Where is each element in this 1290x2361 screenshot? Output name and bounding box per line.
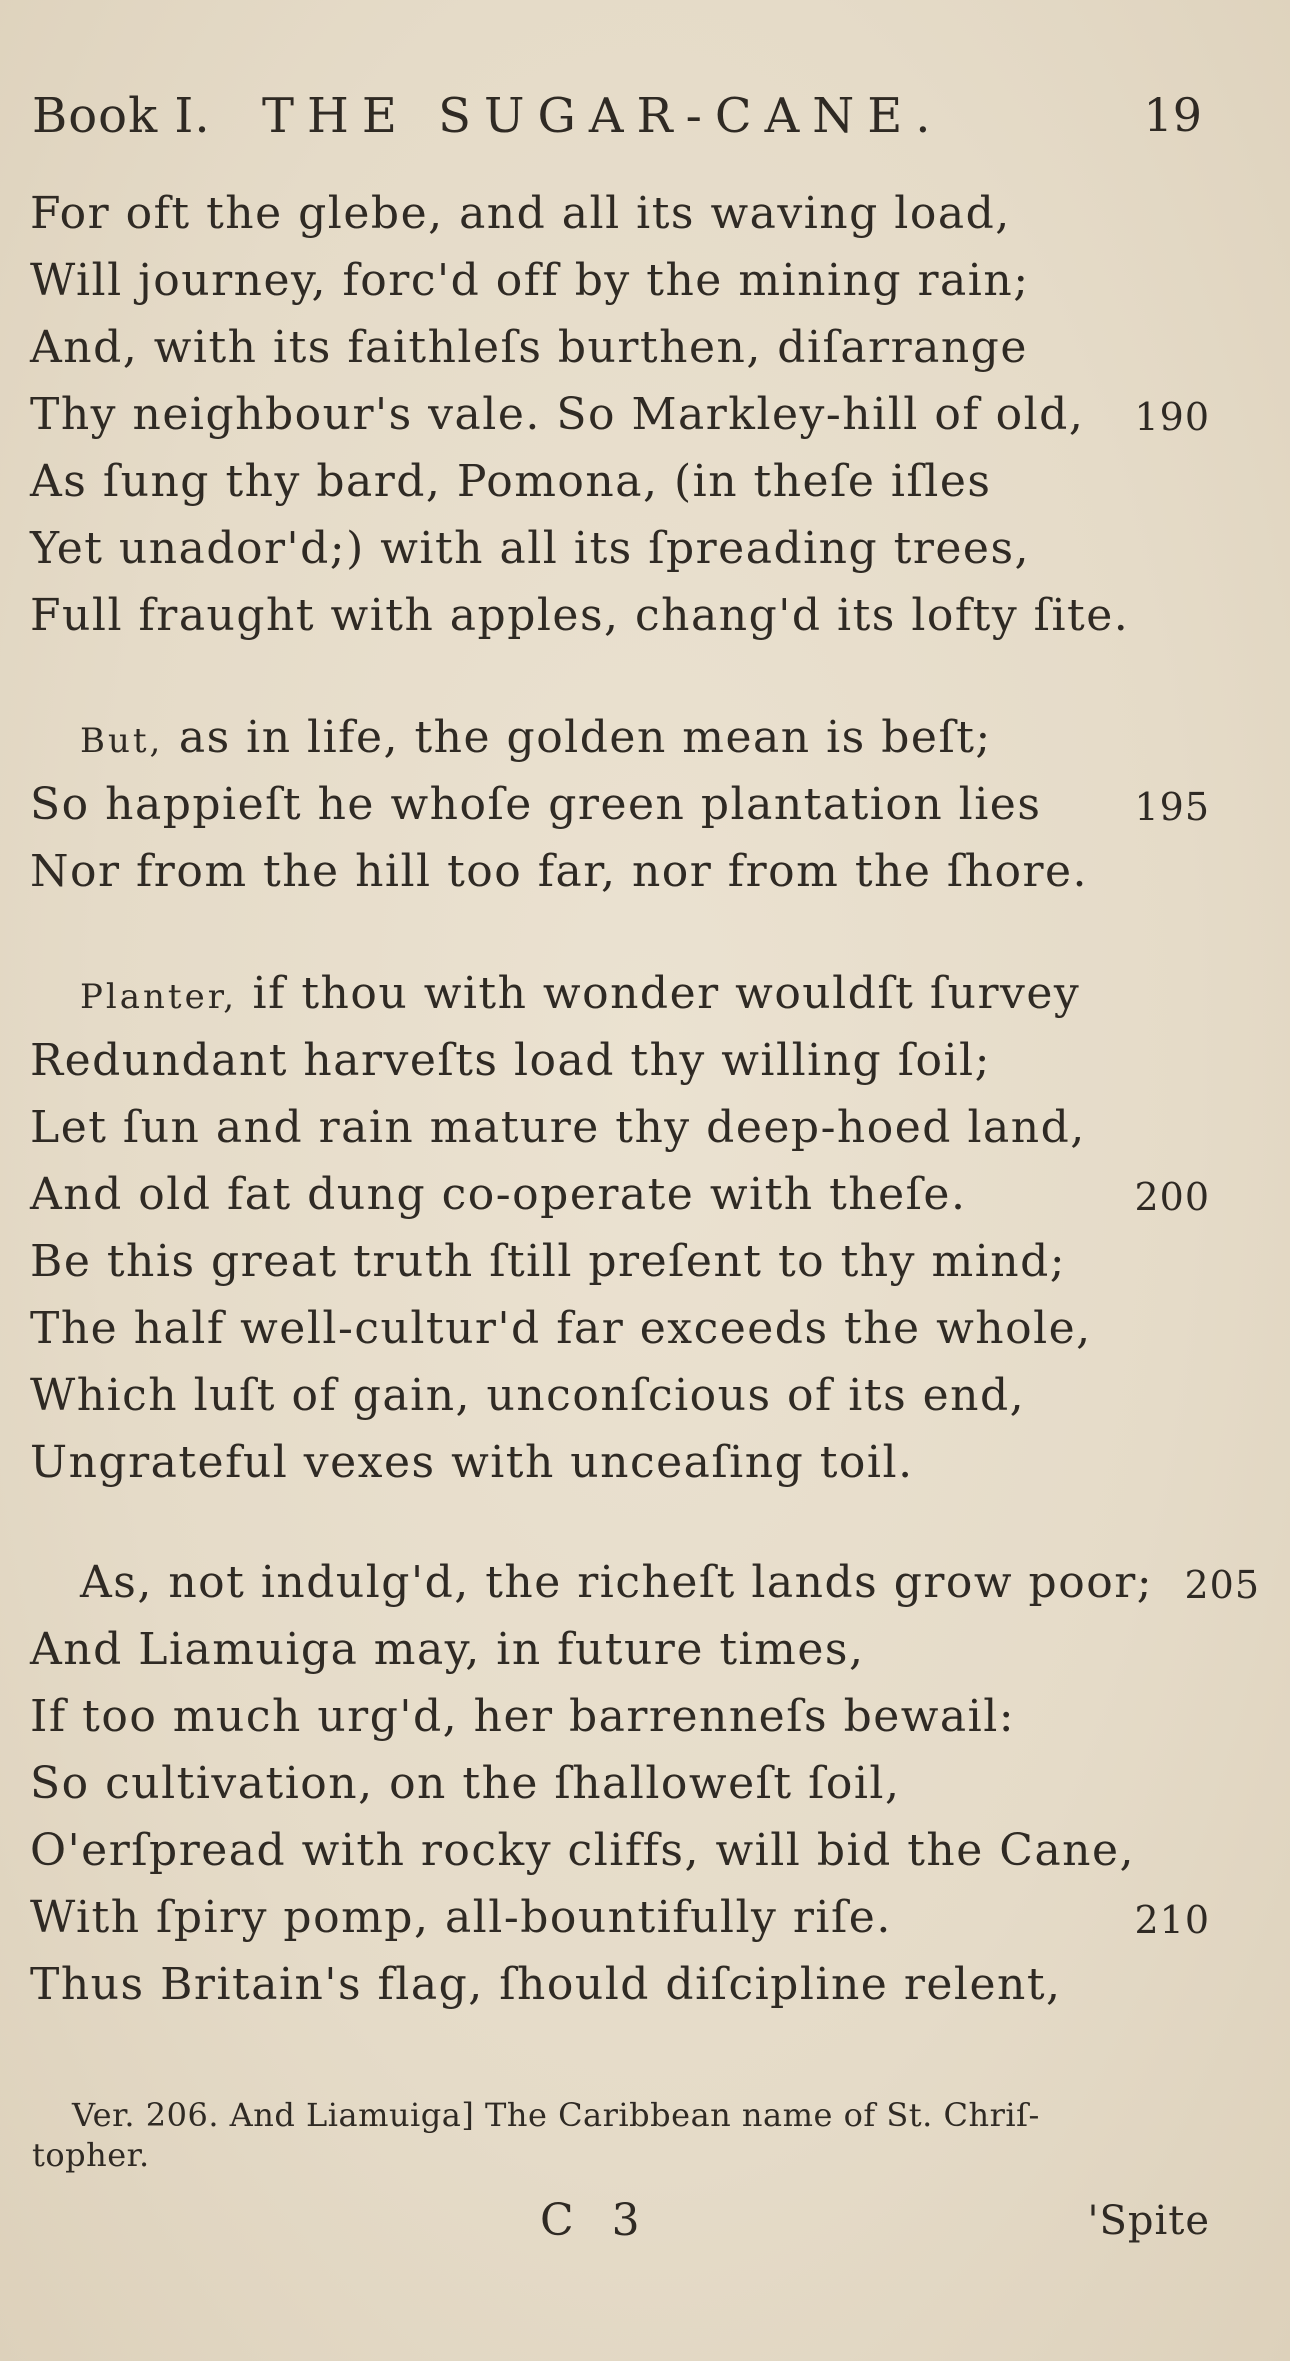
- verse-lead-word: But,: [80, 721, 164, 761]
- verse-text: As ſung thy bard, Pomona, (in theſe iſles: [30, 456, 992, 507]
- page-number: 19: [1143, 88, 1202, 142]
- verse-line: [30, 1035, 1210, 1107]
- verse-text: as in life, the golden mean is beſt;: [163, 712, 992, 763]
- verse-text: Let ſun and rain mature thy deep-hoed land,: [30, 1102, 1086, 1153]
- verse-text: So cultivation, on the ſhalloweſt ſoil,: [30, 1758, 901, 1809]
- verse-text: Nor from the hill too far, nor from the ſhore.: [30, 846, 1089, 897]
- line-number: 210: [1134, 1898, 1210, 1942]
- verse-text: And, with its faithleſs burthen, diſarrange: [30, 322, 1028, 373]
- verse-text: And old fat dung co-operate with theſe.: [30, 1169, 967, 1220]
- verse-line: [30, 1303, 1210, 1375]
- verse-line: [30, 779, 1210, 851]
- footnote-continuation: topher.: [32, 2136, 150, 2174]
- book-label: Book I.: [32, 88, 211, 144]
- verse-line: [80, 968, 1260, 1040]
- verse-text: For oft the glebe, and all its waving load,: [30, 188, 1011, 239]
- verse-line: [30, 1437, 1210, 1509]
- catchword: 'Spite: [1087, 2198, 1210, 2244]
- verse-line: [30, 523, 1210, 595]
- verse-text: Redundant harveſts load thy willing ſoil;: [30, 1035, 991, 1086]
- running-header: [32, 88, 1202, 168]
- verse-line: [80, 1557, 1260, 1629]
- verse-line: [30, 1169, 1210, 1241]
- line-number: 190: [1134, 395, 1210, 439]
- verse-line: [30, 1758, 1210, 1830]
- verse-line: [30, 456, 1210, 528]
- line-number: 205: [1184, 1563, 1260, 1607]
- verse-text: Thus Britain's flag, ſhould diſcipline relent,: [30, 1959, 1062, 2010]
- verse-text: The half well-cultur'd far exceeds the whole,: [30, 1303, 1092, 1354]
- verse-line: [30, 255, 1210, 327]
- verse-line: [30, 1691, 1210, 1763]
- verse-line: [30, 1102, 1210, 1174]
- line-number: 200: [1134, 1175, 1210, 1219]
- verse-text: As, not indulg'd, the richeſt lands grow poor;: [80, 1557, 1154, 1608]
- verse-text: Thy neighbour's vale. So Markley-hill of old,: [30, 389, 1085, 440]
- verse-line: [30, 1370, 1210, 1442]
- verse-line: [80, 712, 1260, 784]
- verse-text: Will journey, forc'd off by the mining rain;: [30, 255, 1030, 306]
- signature-mark: C 3: [540, 2195, 652, 2246]
- verse-line: [30, 1825, 1210, 1897]
- verse-line: [30, 1236, 1210, 1308]
- line-number: 195: [1134, 785, 1210, 829]
- verse-line: [30, 188, 1210, 260]
- running-title: THE SUGAR-CANE.: [262, 88, 944, 144]
- verse-lead-word: Planter,: [80, 977, 238, 1017]
- verse-text: if thou with wonder wouldſt ſurvey: [237, 968, 1081, 1019]
- footnote: [32, 2095, 1202, 2175]
- verse-text: Yet unador'd;) with all its ſpreading trees,: [30, 523, 1031, 574]
- verse-text: Ungrateful vexes with unceaſing toil.: [30, 1437, 914, 1488]
- verse-text: Full fraught with apples, chang'd its lofty ſite.: [30, 590, 1130, 641]
- verse-text: Which luſt of gain, unconſcious of its end,: [30, 1370, 1026, 1421]
- verse-text: With ſpiry pomp, all-bountifully riſe.: [30, 1892, 892, 1943]
- verse-text: Be this great truth ſtill preſent to thy mind;: [30, 1236, 1067, 1287]
- verse-text: O'erſpread with rocky cliffs, will bid the Cane,: [30, 1825, 1136, 1876]
- footnote-text: Ver. 206. And Liamuiga] The Caribbean name of St. Chriſ-: [72, 2096, 1040, 2134]
- verse-text: If too much urg'd, her barrenneſs bewail:: [30, 1691, 1016, 1742]
- verse-text: And Liamuiga may, in future times,: [30, 1624, 865, 1675]
- verse-text: So happieſt he whoſe green plantation lies: [30, 779, 1042, 830]
- verse-line: [30, 1624, 1210, 1696]
- verse-line: [30, 322, 1210, 394]
- verse-line: [30, 590, 1210, 662]
- verse-line: [30, 846, 1210, 918]
- verse-line: [30, 1892, 1210, 1964]
- verse-line: [30, 1959, 1210, 2031]
- verse-line: [30, 389, 1210, 461]
